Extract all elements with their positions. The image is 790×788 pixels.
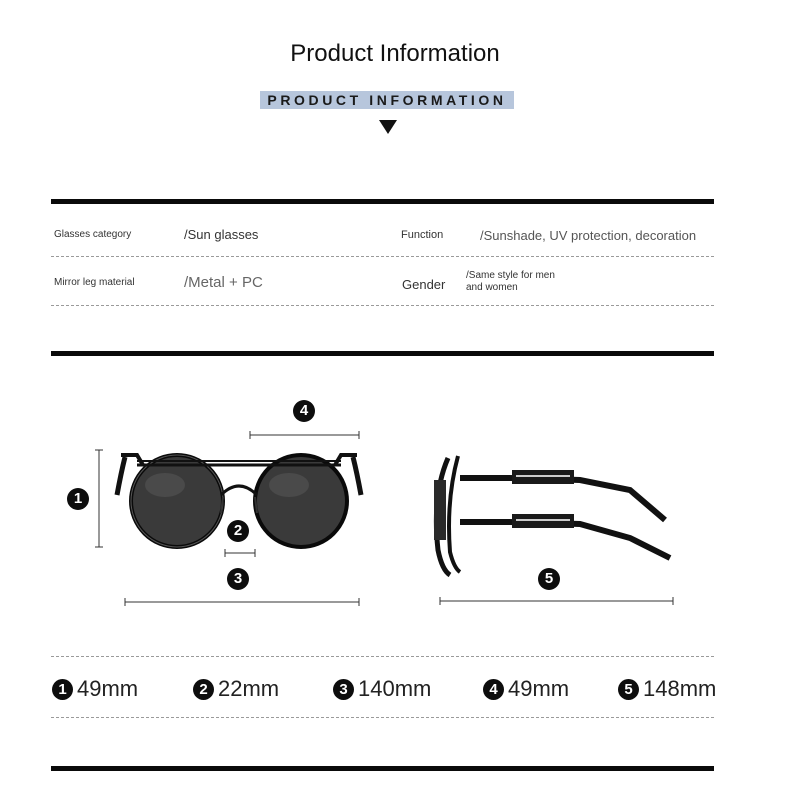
measurement-1-number: 1 [52,679,73,700]
sunglasses-side-view-illustration [420,440,690,615]
measurement-1 [52,676,138,702]
marker-5-badge: 5 [538,568,560,590]
measurement-3 [333,676,431,702]
measurement-5-number: 5 [618,679,639,700]
gender-value [466,270,555,294]
row-divider [51,305,714,306]
measurement-1-value: 49mm [77,676,139,701]
marker-1-badge: 1 [67,488,89,510]
measurement-2-number: 2 [193,679,214,700]
mirror-leg-material-label: Mirror leg material [54,277,135,288]
page-subtitle-banner: PRODUCT INFORMATION [260,91,514,109]
measurement-5-value: 148mm [643,676,717,701]
function-label: Function [401,229,444,241]
row-divider [51,656,714,657]
measurement-2-value: 22mm [218,676,280,701]
measurement-3-number: 3 [333,679,354,700]
measurement-3-value: 140mm [358,676,432,701]
measurement-4-value: 49mm [508,676,570,701]
page-title: Product Information [290,40,500,67]
section-divider [51,351,714,356]
gender-value-line2: and women [466,282,518,293]
marker-4-badge: 4 [293,400,315,422]
marker-3-badge: 3 [227,568,249,590]
measurement-4-number: 4 [483,679,504,700]
row-divider [51,717,714,718]
marker-2-badge: 2 [227,520,249,542]
glasses-category-label: Glasses category [54,229,132,240]
measurement-2 [193,676,279,702]
measurement-5 [618,676,716,702]
down-triangle-icon [379,120,397,134]
glasses-category-value: /Sun glasses [184,227,259,242]
mirror-leg-material-value: /Metal + PC [184,274,263,291]
bottom-divider [51,766,714,771]
measurement-4 [483,676,569,702]
gender-value-line1: /Same style for men [466,270,555,281]
function-value: /Sunshade, UV protection, decoration [480,228,697,243]
row-divider [51,256,714,257]
top-divider [51,199,714,204]
gender-label: Gender [402,277,446,292]
